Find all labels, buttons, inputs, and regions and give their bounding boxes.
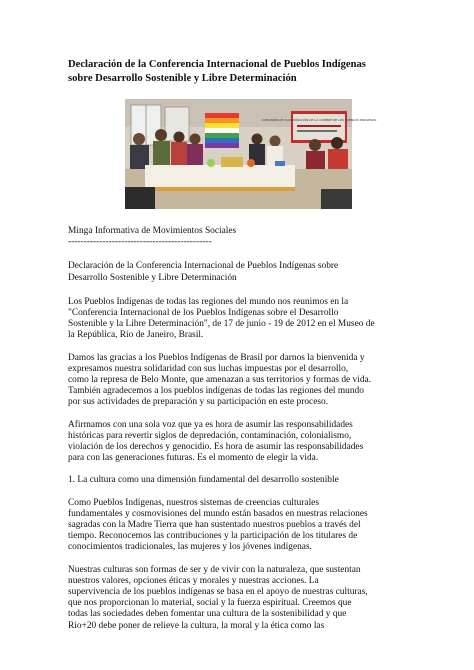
title-line: sobre Desarrollo Sostenible y Libre Determinación (68, 72, 297, 84)
text-line: Río+20 debe poner de relieve la cultura, la moral y la ética como las (68, 620, 325, 631)
text-line: También agradecemos a los pueblos indígenas de todas las regiones del mundo (68, 386, 364, 397)
paragraph-beliefs (68, 498, 413, 554)
paragraph-meeting (68, 297, 413, 342)
paragraph-thanks (68, 353, 413, 409)
wiphala-flag (205, 113, 239, 148)
text-line: Afirmamos con una sola voz que ya es hora de asumir las responsabilidades (68, 419, 353, 430)
text-line: nuestros valores, opciones éticas y morales y nuestras acciones. La (68, 575, 319, 586)
text-line: por sus actividades de preparación y su participación en este proceso. (68, 397, 329, 408)
text-line: Como Pueblos Indígenas, nuestros sistemas de creencias culturales (68, 497, 319, 508)
text-line: Los Pueblos Indígenas de todas las regiones del mundo nos reunimos en la (68, 296, 349, 307)
text-line: expresamos nuestra solidaridad con sus luchas impuestas por el desarrollo, (68, 363, 349, 374)
text-line: tiempo. Reconocemos las contribuciones y la participación de los titulares de (68, 531, 358, 542)
text-line: históricas para revertir siglos de depredación, contaminación, colonialismo, (68, 430, 352, 441)
text-line: todas las sociedades deben fomentar una cultura de la sostenibilidad y que (68, 609, 347, 620)
paragraph-cultures (68, 565, 413, 632)
text-line: Nuestras culturas son formas de ser y de vivir con la naturaleza, que sustentan (68, 564, 361, 575)
text-line: como la represa de Belo Monte, que amenazan a sus territorios y formas de vida. (68, 375, 372, 386)
text-line: que nos proporcionan lo material, social y la fuerza espiritual. Creemos que (68, 598, 352, 609)
document-page (68, 58, 413, 632)
text-line: fundamentales y cosmovisiones del mundo están basados en nuestras relaciones (68, 508, 368, 519)
source-block (68, 226, 413, 248)
title-line: Declaración de la Conferencia Internacional de Pueblos Indígenas (68, 59, 366, 70)
paragraph-affirm (68, 420, 413, 465)
text-line: Sostenible y la Libre Determinación", de 17 de junio - 19 de 2012 en el Museo de (68, 319, 375, 330)
declaration-heading (68, 261, 413, 283)
section-heading-culture: 1. La cultura como una dimensión fundamental del desarrollo sostenible (68, 475, 339, 486)
document-title (68, 58, 413, 85)
source-name: Minga Informativa de Movimientos Sociales (68, 226, 237, 236)
text-line: para con las generaciones futuras. Es el momento de elegir la vida. (68, 453, 319, 464)
text-line: Desarrollo Sostenible y Libre Determinación (68, 272, 237, 283)
text-line: "Conferencia Internacional de los Pueblos Indígenas sobre el Desarrollo (68, 308, 339, 319)
separator: ---------------------------------------------- (68, 237, 212, 248)
text-line: Damos las gracias a los Pueblos Indígenas de Brasil por darnos la bienvenida y (68, 352, 365, 363)
text-line: la República, Río de Janeiro, Brasil. (68, 330, 204, 341)
text-line: sagradas con la Madre Tierra que han sustentado nuestros pueblos a través del (68, 520, 361, 531)
text-line: supervivencia de los pueblos indígenas se basa en el apoyo de nuestras culturas, (68, 587, 368, 598)
text-line: conocimientos tradicionales, las mujeres y los jóvenes indígenas. (68, 542, 312, 553)
banner-text: II REUNIÓN DE COORDINACIÓN DE LA CUMBRE DE LOS PUEBLOS INDÍGENAS (261, 118, 377, 122)
conference-photo (125, 99, 377, 209)
conference-photo-illustration (125, 99, 377, 209)
text-line: Declaración de la Conferencia Internacional de Pueblos Indígenas sobre (68, 261, 339, 272)
text-line: violación de los derechos y genocidio. Es hora de asumir las responsabilidades (68, 442, 364, 453)
